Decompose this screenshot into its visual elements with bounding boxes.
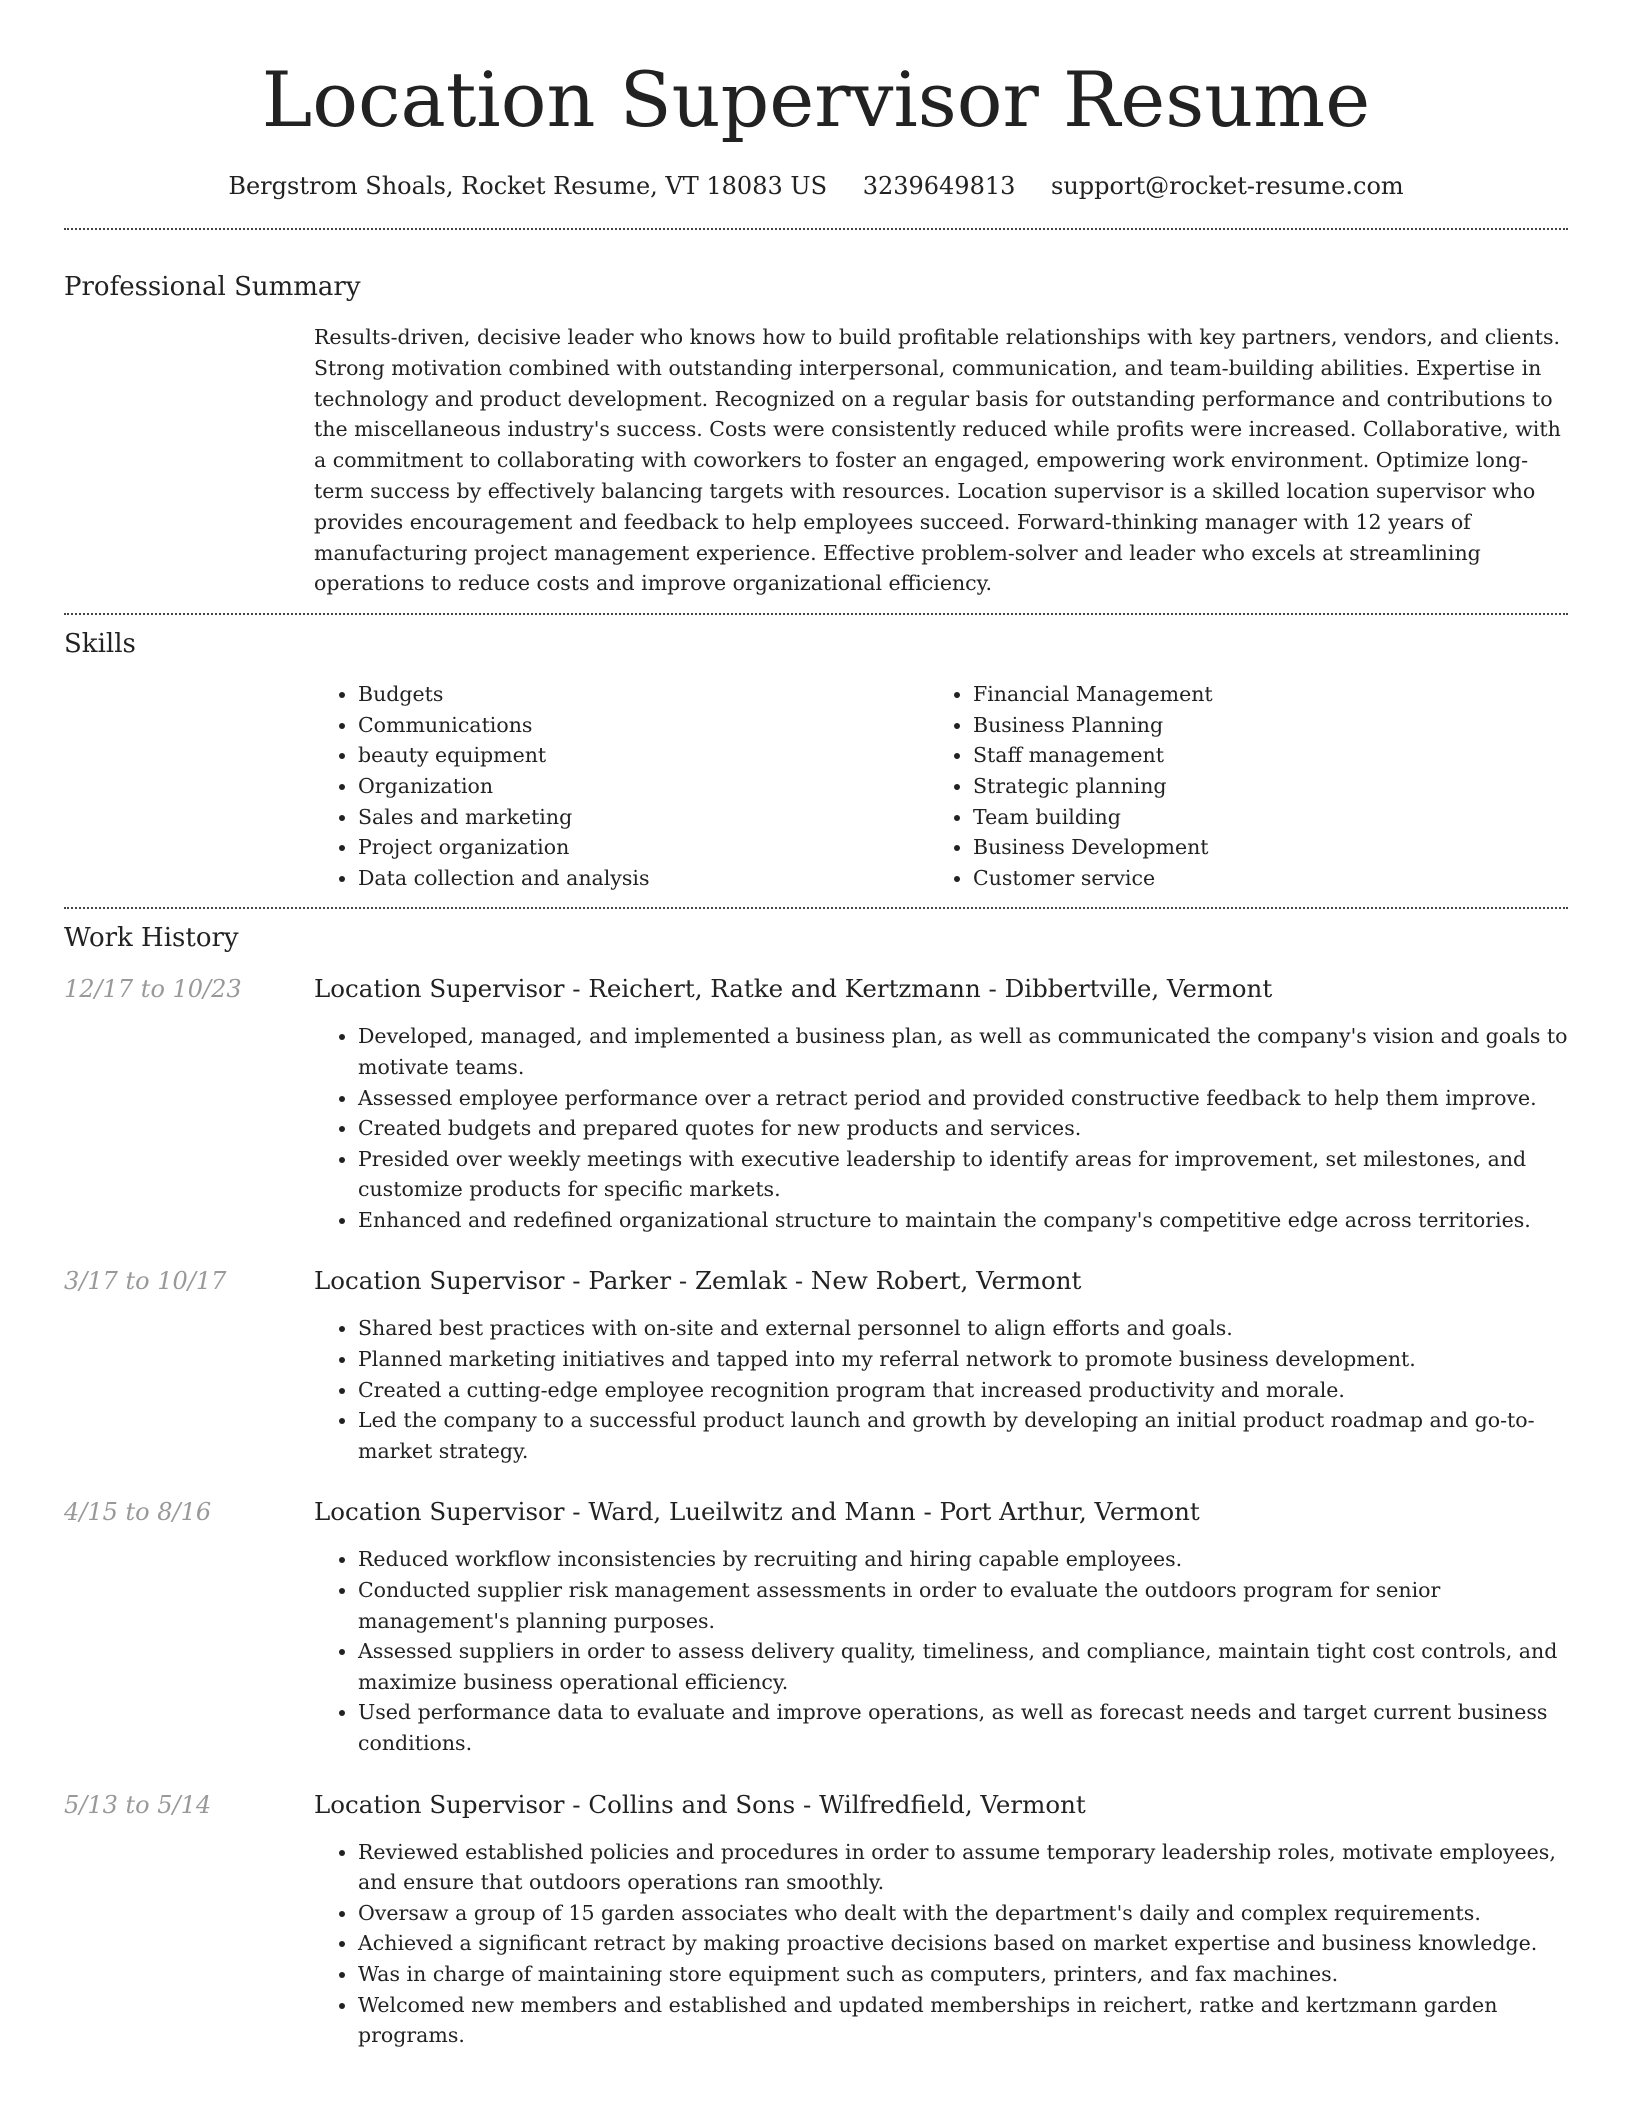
job-dates: 5/13 to 5/14 — [64, 1790, 212, 1819]
resume-title: Location Supervisor Resume — [261, 55, 1371, 144]
skill-item: • Organization — [358, 771, 929, 802]
job-bullet: • Reduced workflow inconsistencies by recruiting and hiring capable employees. — [358, 1544, 1568, 1575]
job-dates: 12/17 to 10/23 — [64, 975, 242, 1004]
skill-item: • Sales and marketing — [358, 802, 929, 833]
skill-item: • Communications — [358, 710, 929, 741]
job-entry — [64, 1496, 1568, 1758]
contact-address: Bergstrom Shoals, Rocket Resume, VT 18083 US — [228, 172, 828, 200]
job-entry — [64, 973, 1568, 1235]
contact-phone: 3239649813 — [862, 172, 1016, 200]
skill-item: • Budgets — [358, 679, 929, 710]
job-heading: Location Supervisor - Reichert, Ratke and Kertzmann - Dibbertville, Vermont — [314, 974, 1273, 1004]
job-dates: 4/15 to 8/16 — [64, 1498, 212, 1527]
job-details — [314, 973, 1568, 1235]
summary-heading: Professional Summary — [64, 272, 361, 302]
job-bullet: • Assessed employee performance over a retract period and provided constructive feedback to help them improve. — [358, 1083, 1568, 1114]
skill-item: • Staff management — [973, 740, 1544, 771]
skill-item: • Data collection and analysis — [358, 863, 929, 894]
skill-item: • Strategic planning — [973, 771, 1544, 802]
divider — [64, 613, 1568, 615]
job-bullet: • Developed, managed, and implemented a business plan, as well as communicated the company's vision and goals to motivate teams. — [358, 1021, 1568, 1082]
job-details — [314, 1789, 1568, 2051]
job-heading: Location Supervisor - Ward, Lueilwitz and Mann - Port Arthur, Vermont — [314, 1497, 1200, 1527]
job-bullet: • Achieved a significant retract by making proactive decisions based on market expertise and business knowledge. — [358, 1928, 1568, 1959]
job-entry — [64, 1789, 1568, 2051]
contact-line — [64, 170, 1568, 202]
job-bullet: • Was in charge of maintaining store equipment such as computers, printers, and fax machines. — [358, 1959, 1568, 1990]
job-bullet: • Presided over weekly meetings with executive leadership to identify areas for improvement, set milestones, and customize products for specific markets. — [358, 1144, 1568, 1205]
job-bullet: • Welcomed new members and established and updated memberships in reichert, ratke and kertzmann garden programs. — [358, 1990, 1568, 2051]
job-bullets — [314, 1544, 1568, 1758]
job-details — [314, 1265, 1568, 1466]
skill-item: • Project organization — [358, 832, 929, 863]
skill-item: • Business Development — [973, 832, 1544, 863]
job-bullets — [314, 1021, 1568, 1235]
skill-item: • Team building — [973, 802, 1544, 833]
skill-item: • Financial Management — [973, 679, 1544, 710]
job-bullet: • Conducted supplier risk management assessments in order to evaluate the outdoors program for senior management's planning purposes. — [358, 1575, 1568, 1636]
job-bullet: • Created a cutting-edge employee recognition program that increased productivity and morale. — [358, 1375, 1568, 1406]
job-heading: Location Supervisor - Collins and Sons - Wilfredfield, Vermont — [314, 1789, 1086, 1819]
job-bullets — [314, 1313, 1568, 1466]
skill-item: • Business Planning — [973, 710, 1544, 741]
job-bullets — [314, 1837, 1568, 2051]
job-dates: 3/17 to 10/17 — [64, 1267, 227, 1296]
skill-item: • beauty equipment — [358, 740, 929, 771]
job-bullet: • Planned marketing initiatives and tapped into my referral network to promote business development. — [358, 1344, 1568, 1375]
job-bullet: • Enhanced and redefined organizational structure to maintain the company's competitive edge across territories. — [358, 1205, 1568, 1236]
job-bullet: • Shared best practices with on-site and external personnel to align efforts and goals. — [358, 1313, 1568, 1344]
job-entry — [64, 1265, 1568, 1466]
work-history-heading: Work History — [64, 923, 239, 954]
skills-list — [314, 679, 1568, 893]
job-bullet: • Assessed suppliers in order to assess delivery quality, timeliness, and compliance, maintain tight cost controls, and maximize business operational efficiency. — [358, 1636, 1568, 1697]
job-bullet: • Created budgets and prepared quotes for new products and services. — [358, 1113, 1568, 1144]
job-heading: Location Supervisor - Parker - Zemlak - New Robert, Vermont — [314, 1266, 1082, 1296]
skills-column-right — [929, 679, 1544, 893]
job-bullet: • Led the company to a successful product launch and growth by developing an initial product roadmap and go-to-market strategy. — [358, 1405, 1568, 1466]
skills-heading: Skills — [64, 629, 136, 660]
divider — [64, 907, 1568, 909]
summary-text: Results-driven, decisive leader who knows how to build profitable relationships with key partners, vendors, and clients. Strong motivation combined with outstanding interpersonal, communication, and team-building abilities. Expertise in technology and product development. Recognized on a regular basis for outstanding performance and contributions to the miscellaneous industry's success. Costs were consistently reduced while profits were increased. Collaborative, with a commitment to collaborating with coworkers to foster an engaged, empowering work environment. Optimize long-term success by effectively balancing targets with resources. Location supervisor is a skilled location supervisor who provides encouragement and feedback to help employees succeed. Forward-thinking manager with 12 years of manufacturing project management experience. Effective problem-solver and leader who excels at streamlining operations to reduce costs and improve organizational efficiency. — [314, 325, 1561, 596]
job-bullet: • Used performance data to evaluate and improve operations, as well as forecast needs and target current business conditions. — [358, 1697, 1568, 1758]
divider — [64, 228, 1568, 230]
job-details — [314, 1496, 1568, 1758]
work-history-list — [64, 973, 1568, 2050]
job-bullet: • Reviewed established policies and procedures in order to assume temporary leadership roles, motivate employees, and ensure that outdoors operations ran smoothly. — [358, 1837, 1568, 1898]
skill-item: • Customer service — [973, 863, 1544, 894]
contact-email: support@rocket-resume.com — [1051, 172, 1404, 200]
skills-column-left — [314, 679, 929, 893]
job-bullet: • Oversaw a group of 15 garden associates who dealt with the department's daily and complex requirements. — [358, 1898, 1568, 1929]
